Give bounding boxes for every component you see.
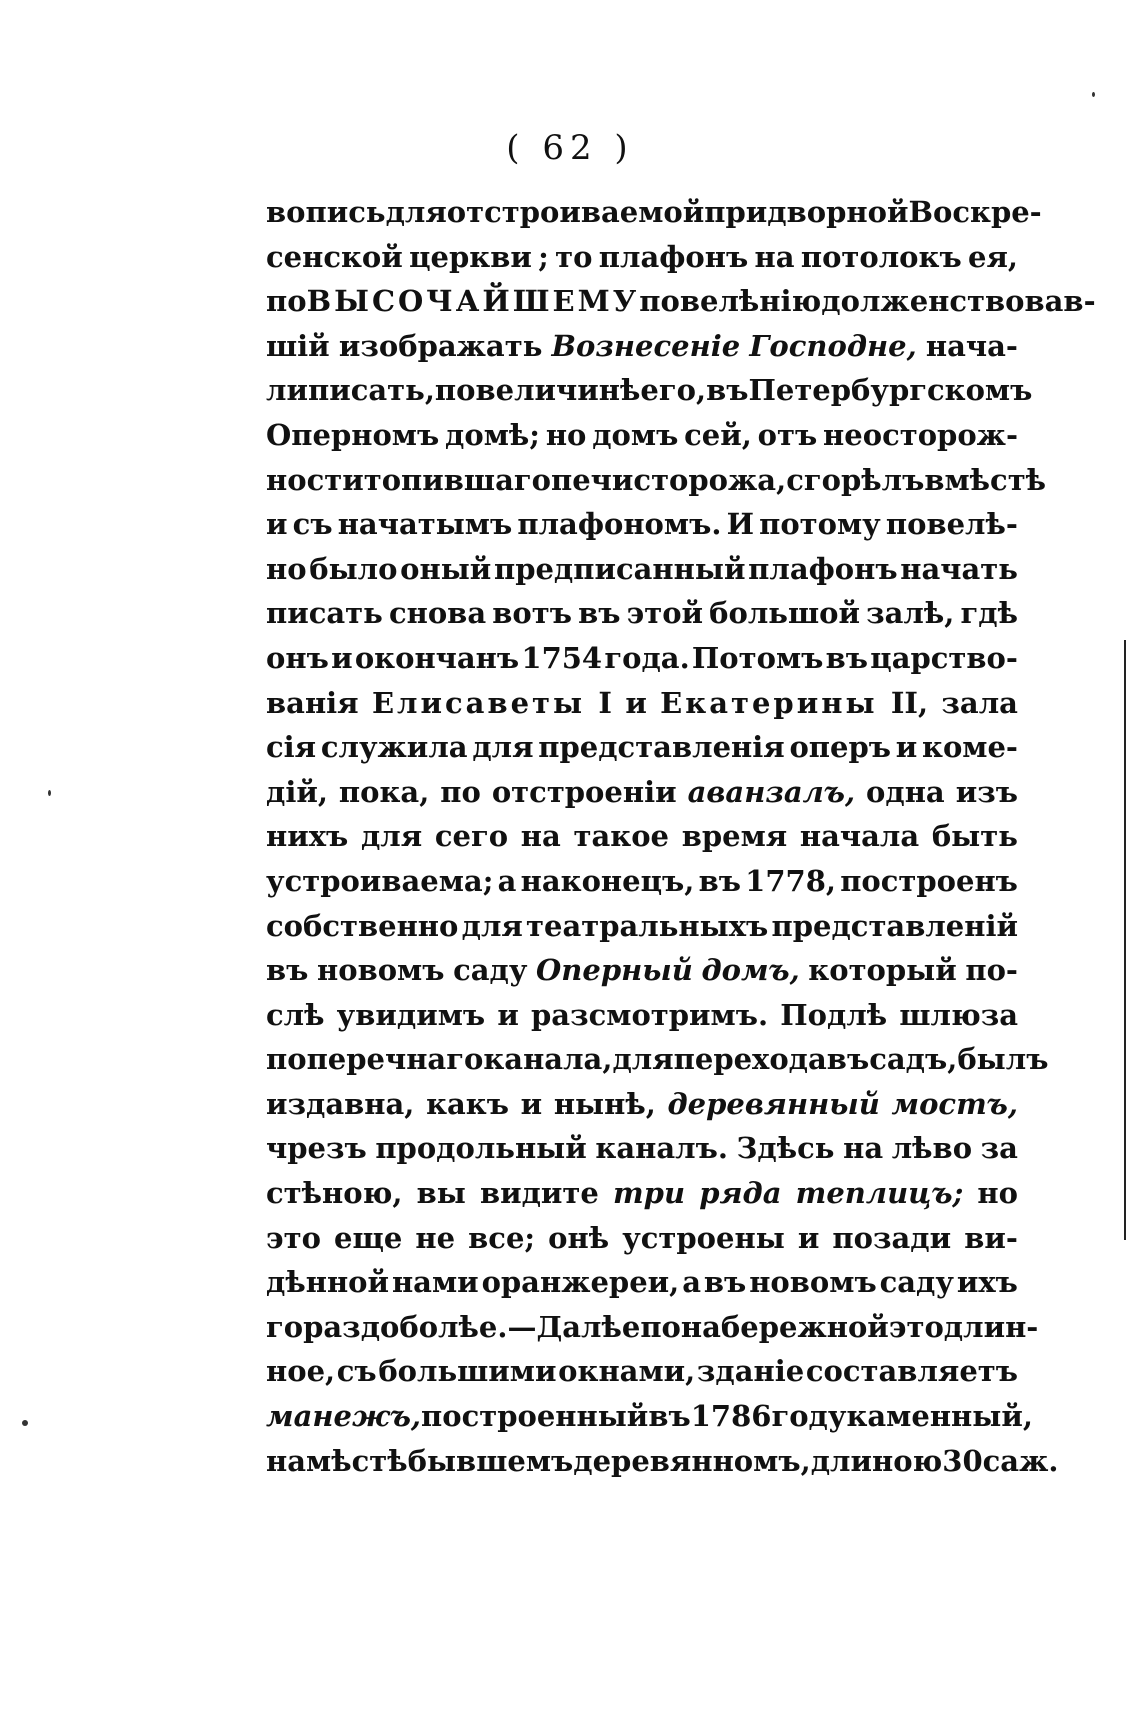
word: Здѣсь [736, 1131, 835, 1166]
word: представленія [538, 730, 785, 765]
word: Елисаветы [371, 685, 586, 720]
word: 30 [942, 1443, 983, 1478]
text-line [266, 953, 1018, 998]
word: сей, [684, 417, 752, 452]
word: неосторож- [823, 417, 1018, 452]
word: домѣ; [445, 417, 541, 452]
word: время [681, 819, 788, 854]
word: нача- [925, 328, 1018, 363]
word: домъ [592, 417, 679, 452]
word: Оперный [536, 953, 693, 988]
word: зданіе [696, 1354, 805, 1389]
word: повелѣнію [639, 284, 822, 319]
word: шлюза [899, 997, 1018, 1032]
word: но [545, 417, 587, 452]
word: для [385, 195, 447, 229]
text-line [266, 284, 1096, 329]
word: коме- [922, 730, 1018, 765]
word: въ [698, 863, 741, 898]
word: вмѣстѣ [924, 462, 1047, 497]
word: собственно [266, 908, 459, 943]
word: болѣе. [399, 1309, 508, 1344]
word: деревянный [667, 1086, 880, 1121]
word: разсмотримъ. [531, 997, 769, 1032]
word: сторожа, [633, 462, 787, 497]
ink-speck [1092, 92, 1095, 97]
word: деревянномъ, [573, 1443, 811, 1478]
word: то [555, 239, 593, 274]
word: I [598, 685, 612, 720]
word: , [424, 373, 435, 408]
word: плафономъ. [517, 507, 722, 542]
word: но [977, 1176, 1018, 1211]
text-line [266, 641, 1018, 686]
word: Потомъ [691, 640, 824, 675]
text-line [266, 909, 1018, 954]
text-line [266, 240, 1018, 285]
page-number: ( 62 ) [506, 128, 634, 168]
word: для [360, 819, 423, 854]
word: за [980, 1131, 1018, 1166]
word: ви- [964, 1220, 1018, 1255]
word: отъ [757, 417, 818, 452]
word: ряда [699, 1176, 782, 1211]
word: гораздо [266, 1309, 400, 1344]
text-line [266, 195, 1042, 240]
word: на [843, 1131, 884, 1166]
word: начатымъ [337, 507, 513, 542]
word: поперечнаго [266, 1042, 484, 1077]
word: въ [266, 953, 309, 988]
word: начала [799, 819, 920, 854]
word: наконецъ, [520, 863, 695, 898]
word: Вознесеніе [551, 328, 741, 363]
word: для [612, 1042, 674, 1077]
word: шій [266, 328, 330, 363]
word: 1754 [521, 640, 603, 675]
word: устроиваема; [266, 863, 494, 898]
word: плафонъ [748, 551, 898, 586]
word: построенъ [840, 863, 1018, 898]
margin-rule [1124, 640, 1126, 1240]
word: но [266, 551, 307, 586]
word: дѣнной [266, 1265, 390, 1300]
text-line [266, 819, 1018, 864]
word: а [497, 863, 517, 898]
word: нами [391, 1265, 479, 1300]
word: аванзалъ, [687, 774, 856, 809]
word: въ [826, 1042, 870, 1077]
word: гдѣ [960, 596, 1018, 631]
ink-speck [22, 1420, 28, 1426]
word: одна [866, 774, 945, 809]
word: видите [479, 1176, 599, 1211]
word: по [434, 373, 476, 408]
word: сгорѣлъ [786, 462, 925, 497]
text-line [266, 864, 1018, 909]
word: сего [434, 819, 509, 854]
word: окнами, [558, 1354, 696, 1389]
word: изъ [955, 774, 1018, 809]
word: большими [378, 1354, 557, 1389]
word: плафонъ [598, 239, 749, 274]
text-line [266, 998, 1018, 1043]
word: съ [336, 1354, 377, 1389]
word: ихъ [956, 1265, 1018, 1300]
text-line [266, 1131, 1018, 1176]
text-line [266, 1176, 1018, 1221]
text-line [266, 1354, 1018, 1399]
word: ное, [266, 1354, 336, 1389]
word: новомъ [749, 1265, 877, 1300]
word: каменный, [846, 1399, 1033, 1434]
word: и [797, 1220, 820, 1255]
word: Екатерины [660, 685, 878, 720]
word: еще [334, 1220, 403, 1255]
word: оперъ [789, 730, 891, 765]
word: чрезъ [266, 1131, 367, 1166]
word: длиною [810, 1443, 943, 1478]
word: топившаго [363, 462, 551, 497]
word: устроены [622, 1220, 785, 1255]
word: издавна, [266, 1086, 415, 1121]
word: домъ, [701, 953, 800, 988]
word: ; [538, 239, 549, 274]
text-line [266, 1265, 1018, 1310]
word: въ [703, 1265, 747, 1300]
text-line [266, 507, 1018, 552]
word: вопись [266, 195, 386, 229]
word: слѣ [266, 997, 325, 1032]
word: величинѣ [475, 373, 641, 408]
word: по [640, 1309, 681, 1344]
word: представленій [771, 908, 1018, 943]
word: залѣ, [866, 596, 955, 631]
text-line [266, 1087, 1018, 1132]
word: по- [965, 953, 1018, 988]
word: который [808, 953, 957, 988]
word: каналъ. [595, 1131, 728, 1166]
word: мѣстѣ [306, 1443, 408, 1478]
word: лѣво [891, 1131, 973, 1166]
word: предписанный [493, 551, 746, 586]
text-line [266, 418, 1018, 463]
word: онѣ [548, 1220, 610, 1255]
word: быть [931, 819, 1018, 854]
text-line [266, 775, 1018, 820]
text-line [266, 462, 1047, 508]
word: и [520, 1086, 543, 1121]
word: было [309, 551, 398, 586]
word: сенской [266, 239, 403, 274]
word: изображать [338, 328, 543, 363]
word: пока, [338, 774, 430, 809]
word: въ [578, 596, 621, 631]
word: по [266, 284, 307, 319]
text-line [266, 552, 1018, 597]
word: печи [551, 462, 634, 497]
word: построенный [421, 1399, 649, 1434]
word: продольный [375, 1131, 587, 1166]
word: царство- [870, 640, 1018, 675]
word: ея, [968, 239, 1018, 274]
word: Подлѣ [780, 997, 888, 1032]
word: театральныхъ [526, 908, 769, 943]
word: саж. [982, 1443, 1059, 1478]
text-line [266, 596, 1018, 641]
word: въ [706, 373, 749, 408]
word: окончанъ [354, 640, 520, 675]
word: въ [825, 640, 869, 675]
word: вотъ [492, 596, 572, 631]
word: долженствовав- [821, 284, 1096, 319]
word: это [888, 1309, 944, 1344]
word: длин- [943, 1309, 1039, 1344]
text-line [266, 1443, 1059, 1489]
word: все; [468, 1220, 536, 1255]
word: и [266, 507, 288, 542]
word: теплицъ; [795, 1176, 964, 1211]
word: и [331, 640, 353, 675]
word: года. [604, 640, 690, 675]
word: по [440, 774, 481, 809]
word: не [415, 1220, 456, 1255]
word: отстроеніи [491, 774, 677, 809]
text-line [266, 329, 1018, 374]
word: Оперномъ [266, 417, 440, 452]
text-line [266, 1221, 1018, 1266]
word: ли [266, 373, 308, 408]
word: нихъ [266, 819, 349, 854]
word: на [266, 1443, 307, 1478]
word: и [497, 997, 519, 1032]
word: этой [626, 596, 704, 631]
word: на [754, 239, 795, 274]
word: какъ [426, 1086, 509, 1121]
word: — [507, 1309, 537, 1344]
text-line [266, 1042, 1049, 1087]
word: и [625, 685, 647, 720]
word: позади [832, 1220, 952, 1255]
word: церкви [409, 239, 532, 274]
word: для [461, 908, 523, 943]
word: для [472, 730, 534, 765]
word: бывшемъ [407, 1443, 574, 1478]
word: съ [292, 507, 333, 542]
word: это [266, 1220, 321, 1255]
word: Господне, [749, 328, 917, 363]
word: 1786 [690, 1399, 772, 1434]
word: 1778, [745, 863, 836, 898]
word: писать [266, 596, 383, 631]
word: а [682, 1265, 701, 1300]
word: его, [640, 373, 707, 408]
word: канала, [483, 1042, 613, 1077]
text-line [266, 1309, 1039, 1355]
word: на [520, 819, 561, 854]
body-text [266, 195, 1096, 1488]
word: году [771, 1399, 847, 1434]
ink-speck [48, 790, 51, 796]
word: II, [890, 685, 929, 720]
word: увидимъ [336, 997, 486, 1032]
word: потому [759, 507, 881, 542]
word: ванія [266, 685, 359, 720]
word: мостъ, [891, 1086, 1018, 1121]
word: садъ, [869, 1042, 958, 1077]
word: Петербургскомъ [748, 373, 1033, 408]
word: потолокъ [800, 239, 962, 274]
word: манежъ, [266, 1399, 421, 1434]
word: въ [648, 1399, 691, 1434]
word: и [895, 730, 918, 765]
word: снова [388, 596, 487, 631]
word: саду [453, 953, 528, 988]
word: писать [307, 373, 425, 408]
word: Воскре- [908, 195, 1042, 229]
text-line [266, 1399, 1033, 1444]
word: повелѣ- [885, 507, 1018, 542]
word: ВЫСОЧАЙШЕМУ [306, 284, 640, 319]
word: вы [416, 1176, 466, 1211]
word: перехода [673, 1042, 827, 1077]
word: саду [879, 1265, 954, 1300]
word: дій, [266, 774, 328, 809]
word: оный [400, 551, 492, 586]
word: служила [320, 730, 468, 765]
word: новомъ [317, 953, 445, 988]
word: придворной [704, 195, 909, 229]
word: составляетъ [805, 1354, 1018, 1389]
word: И [726, 507, 754, 542]
word: такое [573, 819, 669, 854]
word: набережной [680, 1309, 889, 1344]
word: начать [900, 551, 1018, 586]
text-line [266, 373, 1033, 418]
word: большой [709, 596, 861, 631]
word: зала [941, 685, 1018, 720]
word: нынѣ, [553, 1086, 656, 1121]
word: оранжереи, [481, 1265, 680, 1300]
word: онъ [266, 640, 329, 675]
word: Далѣе [536, 1309, 641, 1344]
word: ности [266, 462, 364, 497]
word: три [613, 1176, 686, 1211]
word: былъ [957, 1042, 1049, 1077]
text-line [266, 730, 1018, 775]
word: отстроиваемой [446, 195, 705, 229]
text-line [266, 686, 1018, 731]
word: сія [266, 730, 317, 765]
word: стѣною, [266, 1176, 403, 1211]
